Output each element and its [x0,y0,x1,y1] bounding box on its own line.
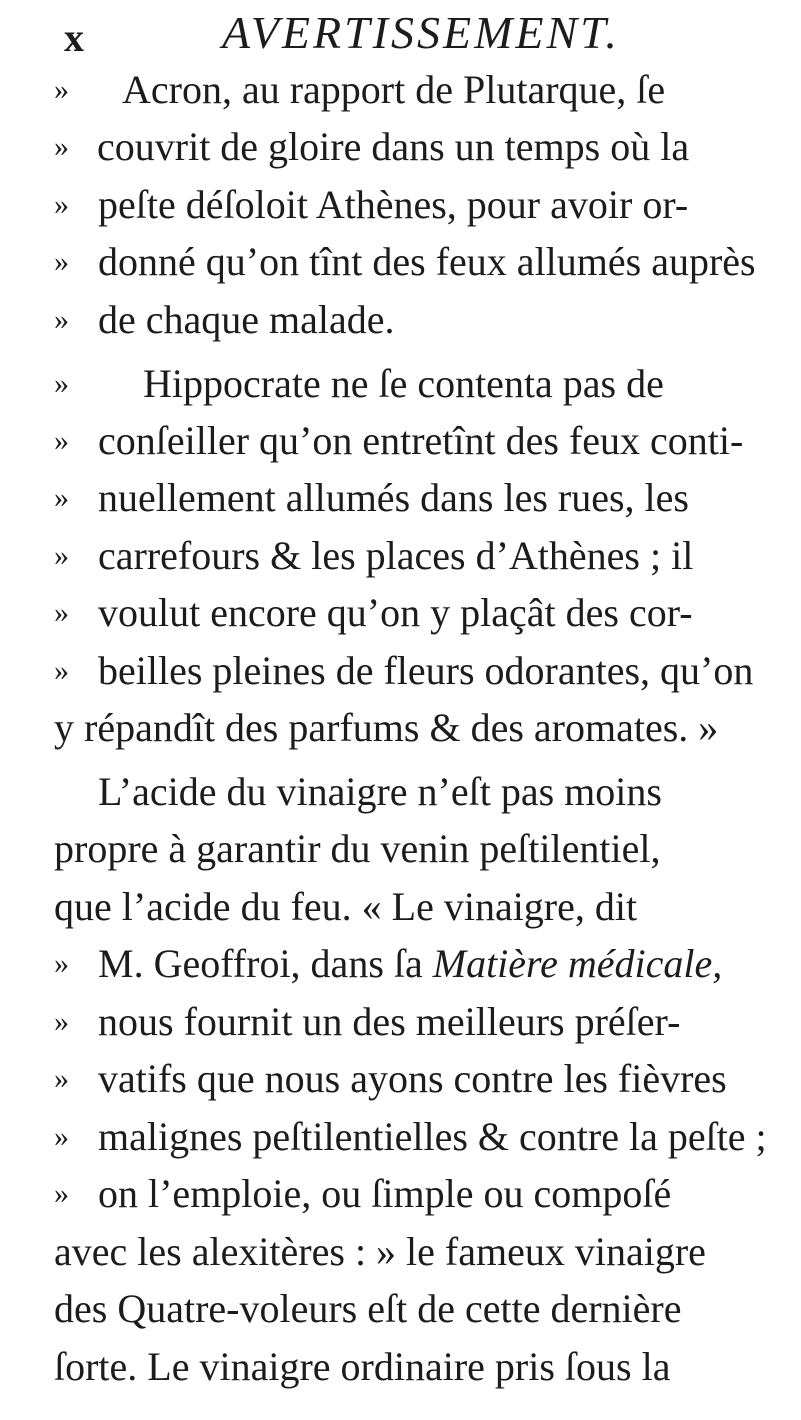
line-text: Hippocrate ne ſe contenta pas de [143,361,664,406]
quote-mark: » [54,539,69,572]
line-text: peſte déſoloit Athènes, pour avoir or- [98,182,689,227]
quote-mark: » [54,654,69,687]
line-text: couvrit de gloire dans un temps où la [97,124,690,169]
quote-mark: » [54,424,69,457]
line-text-roman: M. Geoffroi, dans ſa [98,941,433,986]
line-text: donné qu’on tînt des feux allumés auprès [98,239,756,284]
line-text: voulut encore qu’on y plaçât des cor- [98,590,693,635]
line-text: nuellement allumés dans les rues, les [98,475,689,520]
line-text: que l’acide du feu. « Le vinaigre, dit [54,884,638,929]
quote-mark: » [54,1005,69,1038]
line-text: beilles pleines de fleurs odorantes, qu’on [98,648,754,693]
line-text: de chaque malade. [98,297,395,342]
quote-mark: » [54,130,69,163]
quote-mark: » [54,1062,69,1095]
running-title: AVERTISSEMENT. [222,7,620,58]
line-text: carrefours & les places d’Athènes ; il [98,533,694,578]
line-text: propre à garantir du venin peſtilentiel, [54,826,661,871]
line-text: avec les alexitères : » le fameux vinaigre [54,1229,706,1274]
quote-mark: » [54,367,69,400]
line-text: Acron, au rapport de Plutarque, ſe [122,67,666,112]
quote-mark: » [54,245,69,278]
quote-mark: » [54,73,69,106]
line-text: y répandît des parfums & des aromates. » [54,705,719,750]
line-text: L’acide du vinaigre n’eſt pas moins [98,769,662,814]
book-title-italic: Matière médicale, [432,941,723,986]
line-text: nous fournit un des meilleurs préſer- [98,999,681,1044]
line-text: vatifs que nous ayons contre les fièvres [98,1056,727,1101]
quote-mark: » [54,1177,69,1210]
quote-mark: » [54,596,69,629]
quote-mark: » [54,481,69,514]
line-text: on l’emploie, ou ſimple ou compoſé [98,1171,672,1216]
quote-mark: » [54,1120,69,1153]
quote-mark: » [54,303,69,336]
quote-mark: » [54,947,69,980]
line-text: des Quatre-voleurs eſt de cette dernière [54,1286,682,1331]
line-text: conſeiller qu’on entretînt des feux conti- [98,418,744,463]
line-text [98,933,722,995]
line-text: malignes peſtilentielles & contre la peſte ; [98,1114,767,1159]
line-text: ſorte. Le vinaigre ordinaire pris ſous la [54,1344,671,1389]
page-number: x [64,15,85,60]
quote-mark: » [54,188,69,221]
